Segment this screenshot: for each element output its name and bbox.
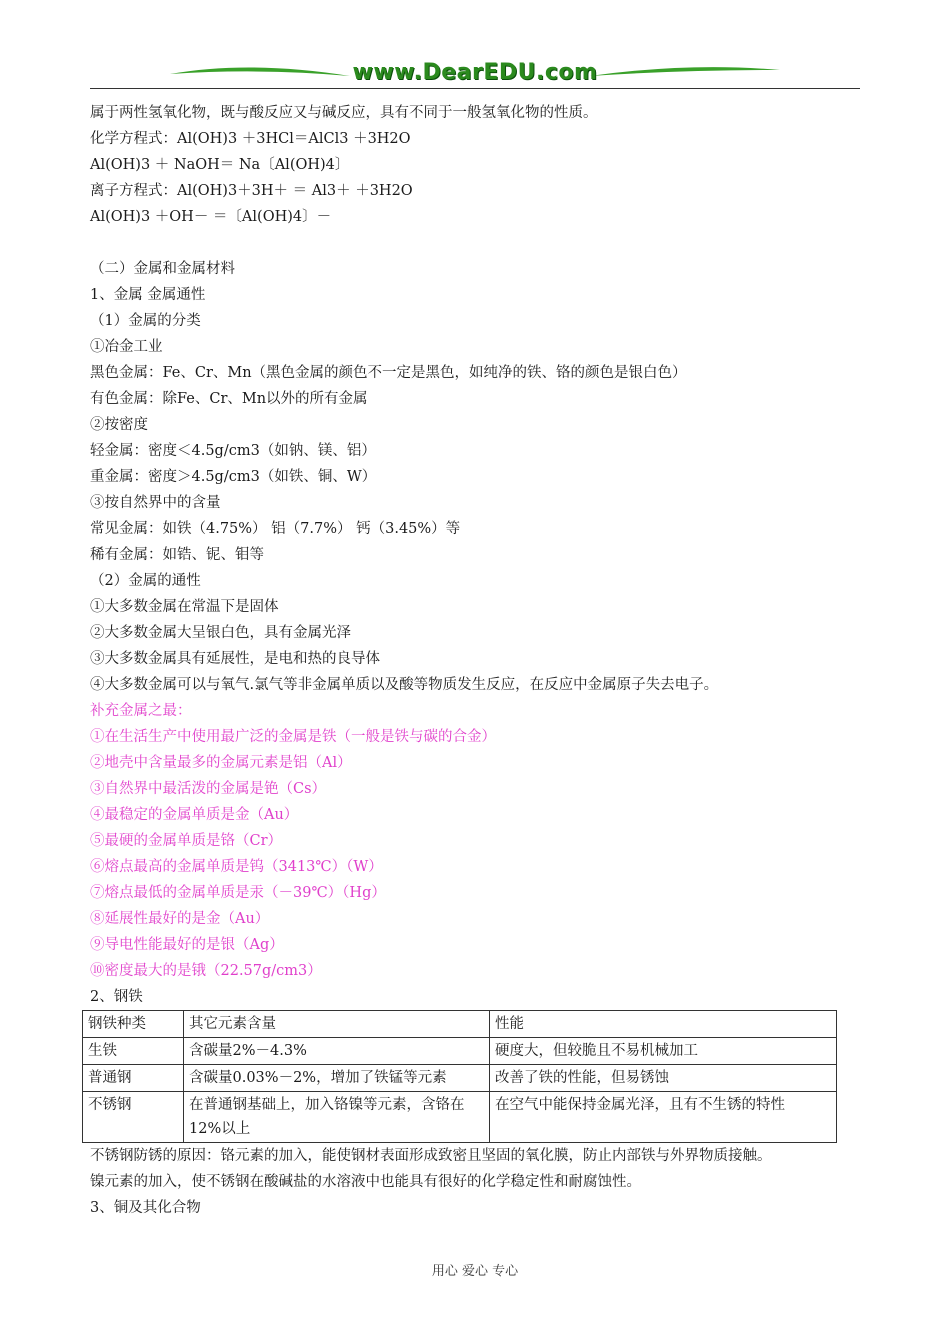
text-line: 重金属：密度＞4.5g/cm3（如铁、铜、W） <box>90 469 377 485</box>
text-line: 属于两性氢氧化物，既与酸反应又与碱反应，具有不同于一般氢氧化物的性质。 <box>90 105 598 121</box>
text-line: 轻金属：密度＜4.5g/cm3（如钠、镁、铝） <box>90 443 376 459</box>
subsection-heading: 3、铜及其化合物 <box>90 1200 201 1216</box>
supplement-item: ⑨导电性能最好的是银（Ag） <box>90 937 284 953</box>
table-cell: 含碳量0.03%－2%，增加了铁锰等元素 <box>184 1065 490 1092</box>
supplement-item: ⑧延展性最好的是金（Au） <box>90 911 270 927</box>
page-footer: 用心 爱心 专心 <box>431 1264 519 1279</box>
subsection-heading: 1、金属 金属通性 <box>90 287 206 303</box>
supplement-item: ③自然界中最活泼的金属是铯（Cs） <box>90 781 327 797</box>
document-body <box>90 100 870 1221</box>
table-cell: 在普通钢基础上，加入铬镍等元素，含铬在12%以上 <box>184 1092 490 1143</box>
table-row <box>83 1038 837 1065</box>
text-line: 稀有金属：如锆、铌、钼等 <box>90 547 264 563</box>
supplement-item: ⑦熔点最低的金属单质是汞（－39℃）（Hg） <box>90 885 386 901</box>
equation-line: 化学方程式：Al(OH)3 ＋3HCl＝AlCl3 ＋3H2O <box>90 131 411 147</box>
supplement-item: ②地壳中含量最多的金属元素是铝（Al） <box>90 755 352 771</box>
table-header-cell: 钢铁种类 <box>83 1011 184 1038</box>
text-line: ④大多数金属可以与氧气.氯气等非金属单质以及酸等物质发生反应，在反应中金属原子失去电子。 <box>90 677 719 693</box>
supplement-item: ⑩密度最大的是锇（22.57g/cm3） <box>90 963 322 979</box>
text-line: ①冶金工业 <box>90 339 163 355</box>
text-line: ②大多数金属大呈银白色，具有金属光泽 <box>90 625 351 641</box>
blank-line <box>90 230 870 256</box>
supplement-title: 补充金属之最： <box>90 703 192 719</box>
text-line: ②按密度 <box>90 417 148 433</box>
steel-table <box>82 1010 837 1143</box>
text-line: （1）金属的分类 <box>90 313 201 329</box>
text-line: 不锈钢防锈的原因：铬元素的加入，能使钢材表面形成致密且坚固的氧化膜，防止内部铁与外界物质接触。 <box>90 1148 772 1164</box>
table-row <box>83 1065 837 1092</box>
section-heading: （二）金属和金属材料 <box>90 261 235 277</box>
table-cell: 硬度大，但较脆且不易机械加工 <box>490 1038 837 1065</box>
supplement-item: ⑤最硬的金属单质是铬（Cr） <box>90 833 283 849</box>
site-logo-text: www.DearEDU.com <box>352 60 598 85</box>
text-line: 常见金属：如铁（4.75%） 铝（7.7%） 钙（3.45%）等 <box>90 521 461 537</box>
table-cell: 含碳量2%－4.3% <box>184 1038 490 1065</box>
table-cell: 在空气中能保持金属光泽，且有不生锈的特性 <box>490 1092 837 1143</box>
equation-line: Al(OH)3 ＋OH－ ＝〔Al(OH)4〕－ <box>90 209 332 225</box>
text-line: （2）金属的通性 <box>90 573 201 589</box>
text-line: 黑色金属：Fe、Cr、Mn（黑色金属的颜色不一定是黑色，如纯净的铁、铬的颜色是银白色） <box>90 365 687 381</box>
table-header-cell: 性能 <box>490 1011 837 1038</box>
header-rule <box>90 88 860 89</box>
supplement-item: ④最稳定的金属单质是金（Au） <box>90 807 299 823</box>
text-line: ③大多数金属具有延展性，是电和热的良导体 <box>90 651 380 667</box>
table-cell: 改善了铁的性能，但易锈蚀 <box>490 1065 837 1092</box>
equation-line: Al(OH)3 ＋ NaOH＝ Na〔Al(OH)4〕 <box>90 157 350 173</box>
equation-line: 离子方程式：Al(OH)3＋3H＋ ＝ Al3＋ ＋3H2O <box>90 183 413 199</box>
table-cell: 普通钢 <box>83 1065 184 1092</box>
text-line: 有色金属：除Fe、Cr、Mn以外的所有金属 <box>90 391 368 407</box>
table-cell: 不锈钢 <box>83 1092 184 1143</box>
table-row <box>83 1092 837 1143</box>
text-line: 镍元素的加入，使不锈钢在酸碱盐的水溶液中也能具有很好的化学稳定性和耐腐蚀性。 <box>90 1174 641 1190</box>
table-header-row <box>83 1011 837 1038</box>
site-header <box>90 56 860 92</box>
text-line: ①大多数金属在常温下是固体 <box>90 599 279 615</box>
subsection-heading: 2、钢铁 <box>90 989 143 1005</box>
supplement-item: ①在生活生产中使用最广泛的金属是铁（一般是铁与碳的合金） <box>90 729 496 745</box>
text-line: ③按自然界中的含量 <box>90 495 221 511</box>
table-header-cell: 其它元素含量 <box>184 1011 490 1038</box>
table-cell: 生铁 <box>83 1038 184 1065</box>
supplement-item: ⑥熔点最高的金属单质是钨（3413℃）（W） <box>90 859 383 875</box>
